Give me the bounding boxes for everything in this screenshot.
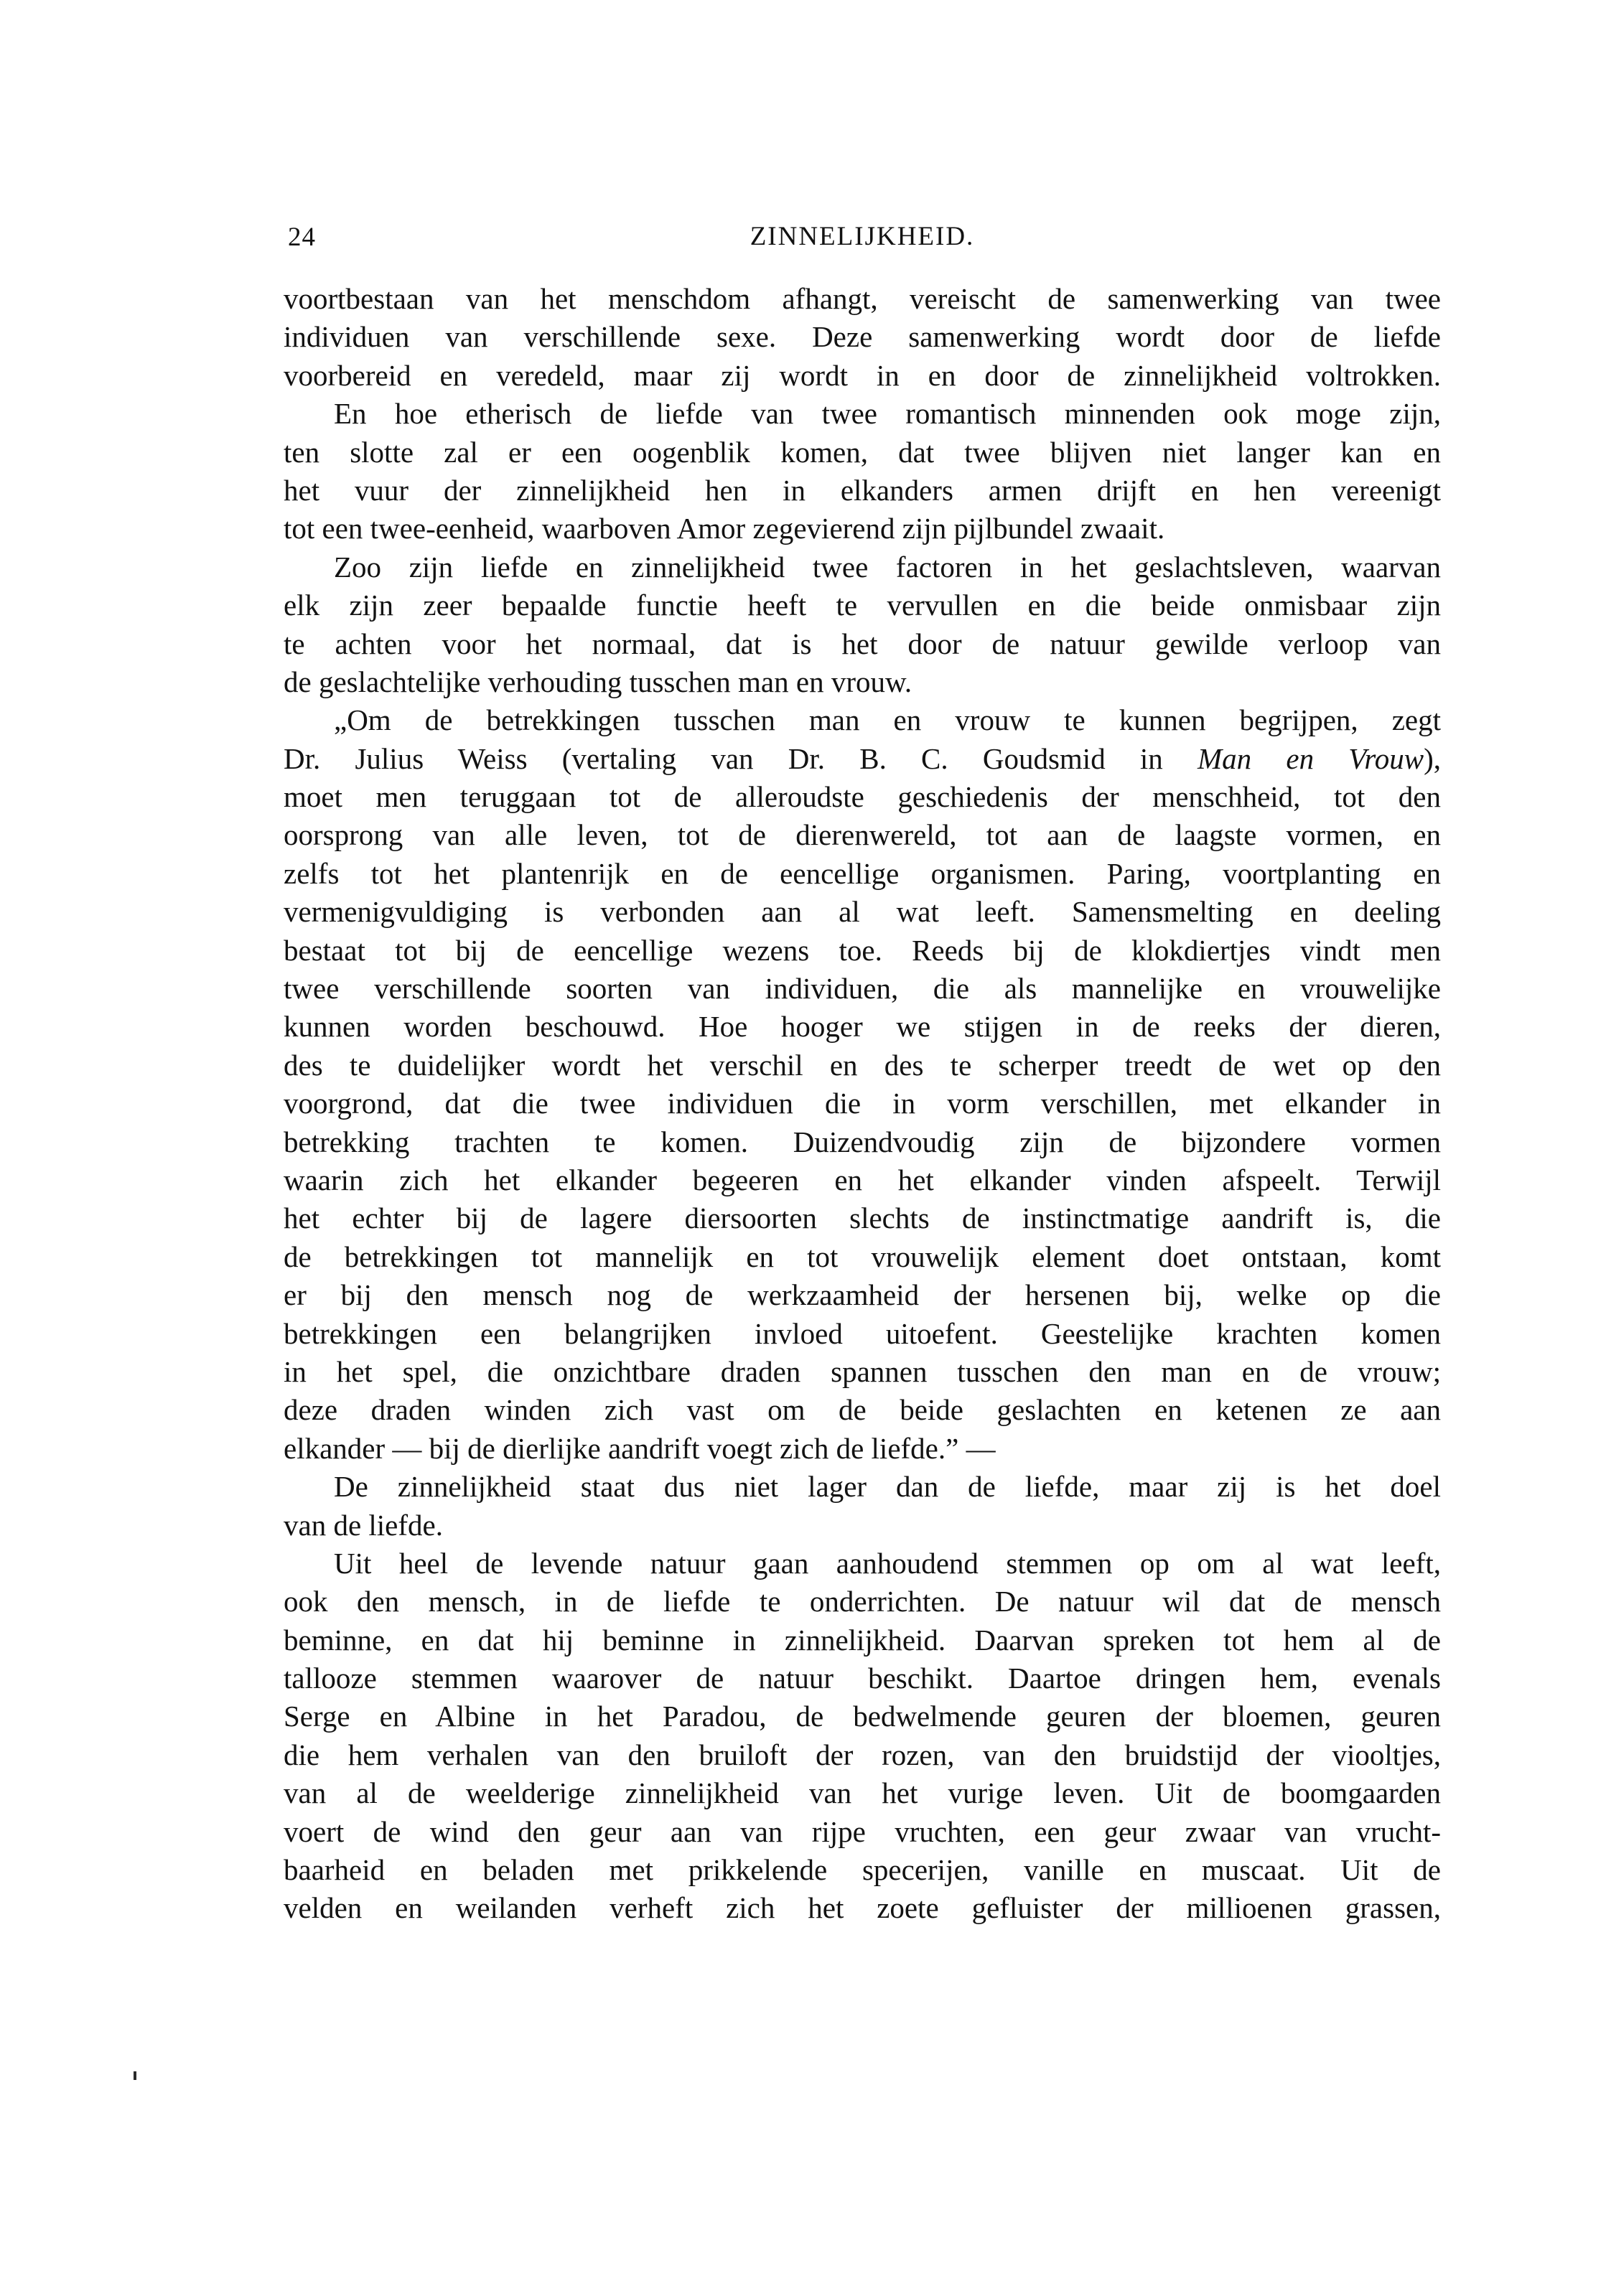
running-title: ZINNELIJKHEID.: [750, 222, 975, 251]
text-line: deze draden winden zich vast om de beide geslachten en ketenen ze aan: [284, 1393, 1441, 1427]
text-line: oorsprong van alle leven, tot de dierenwereld, tot aan de laagste vormen, en: [284, 818, 1441, 852]
text-line: betrekking trachten te komen. Duizendvoudig zijn de bijzondere vormen: [284, 1125, 1441, 1158]
text-line: de betrekkingen tot mannelijk en tot vrouwelijk element doet ontstaan, komt: [284, 1240, 1441, 1273]
text-line: des te duidelijker wordt het verschil en des te scherper treedt de wet op den: [284, 1048, 1441, 1082]
text-line: Uit heel de levende natuur gaan aanhoudend stemmen op om al wat leeft,: [334, 1546, 1441, 1580]
text-line: Zoo zijn liefde en zinnelijkheid twee factoren in het geslachtsleven, waarvan: [334, 550, 1441, 584]
text-line: „Om de betrekkingen tusschen man en vrouw te kunnen begrijpen, zegt: [334, 703, 1441, 737]
text-line: de geslachtelijke verhouding tusschen man en vrouw.: [284, 665, 912, 698]
text-line: te achten voor het normaal, dat is het door de natuur gewilde verloop van: [284, 627, 1441, 660]
text-segment: Dr. Julius Weiss (vertaling van Dr. B. C. Goudsmid in: [284, 741, 1198, 775]
text-line: ook den mensch, in de liefde te onderrichten. De natuur wil dat de mensch: [284, 1585, 1441, 1618]
text-line: voorbereid en veredeld, maar zij wordt in en door de zinnelijkheid voltrokken.: [284, 358, 1441, 392]
text-line: moet men teruggaan tot de alleroudste geschiedenis der menschheid, tot den: [284, 780, 1441, 814]
text-line: waarin zich het elkander begeeren en het elkander vinden afspeelt. Terwijl: [284, 1163, 1441, 1196]
text-line: die hem verhalen van den bruiloft der rozen, van den bruidstijd der viooltjes,: [284, 1738, 1441, 1771]
text-line: individuen van verschillende sexe. Deze samenwerking wordt door de liefde: [284, 320, 1441, 354]
text-line: vermenigvuldiging is verbonden aan al wat leeft. Samensmelting en deeling: [284, 895, 1441, 929]
scan-speck: [134, 2071, 136, 2080]
text-line: kunnen worden beschouwd. Hoe hooger we stijgen in de reeks der dieren,: [284, 1010, 1441, 1044]
text-line: tot een twee-eenheid, waarboven Amor zegevierend zijn pijlbundel zwaait.: [284, 512, 1165, 545]
text-line: [284, 740, 1441, 778]
text-line: het vuur der zinnelijkheid hen in elkanders armen drijft en hen vereenigt: [284, 473, 1441, 507]
text-line: van de liefde.: [284, 1508, 443, 1542]
text-line: in het spel, die onzichtbare draden spannen tusschen den man en de vrouw;: [284, 1354, 1441, 1388]
text-line: En hoe etherisch de liefde van twee romantisch minnenden ook moge zijn,: [334, 397, 1441, 431]
body-text: [284, 280, 1441, 1928]
italic-text: Man en Vrouw: [1198, 741, 1424, 775]
text-line: voortbestaan van het menschdom afhangt, vereischt de samenwerking van twee: [284, 282, 1441, 315]
text-line: Serge en Albine in het Paradou, de bedwelmende geuren der bloemen, geuren: [284, 1700, 1441, 1733]
text-line: bestaat tot bij de eencellige wezens toe. Reeds bij de klokdiertjes vindt men: [284, 933, 1441, 967]
text-line: voert de wind den geur aan van rijpe vruchten, een geur zwaar van vrucht-: [284, 1814, 1441, 1848]
text-line: tallooze stemmen waarover de natuur beschikt. Daartoe dringen hem, evenals: [284, 1662, 1441, 1695]
text-line: er bij den mensch nog de werkzaamheid der hersenen bij, welke op die: [284, 1278, 1441, 1312]
text-line: van al de weelderige zinnelijkheid van het vurige leven. Uit de boomgaarden: [284, 1776, 1441, 1810]
text-segment: ),: [1424, 741, 1442, 775]
text-line: elkander — bij de dierlijke aandrift voegt zich de liefde.” —: [284, 1431, 996, 1465]
text-line: ten slotte zal er een oogenblik komen, dat twee blijven niet langer kan en: [284, 435, 1441, 469]
text-line: betrekkingen een belangrijken invloed uitoefent. Geestelijke krachten komen: [284, 1316, 1441, 1350]
text-line: De zinnelijkheid staat dus niet lager dan de liefde, maar zij is het doel: [334, 1470, 1441, 1504]
text-line: voorgrond, dat die twee individuen die in vorm verschillen, met elkander in: [284, 1087, 1441, 1120]
text-line: twee verschillende soorten van individuen, die als mannelijke en vrouwelijke: [284, 972, 1441, 1006]
text-line: beminne, en dat hij beminne in zinnelijkheid. Daarvan spreken tot hem al de: [284, 1623, 1441, 1657]
page-number: 24: [288, 222, 316, 252]
text-line: zelfs tot het plantenrijk en de eencellige organismen. Paring, voortplanting en: [284, 856, 1441, 890]
text-line: baarheid en beladen met prikkelende specerijen, vanille en muscaat. Uit de: [284, 1853, 1441, 1887]
page-header: [284, 221, 1441, 254]
text-line: velden en weilanden verheft zich het zoete gefluister der millioenen grassen,: [284, 1891, 1441, 1925]
text-line: elk zijn zeer bepaalde functie heeft te vervullen en die beide onmisbaar zijn: [284, 589, 1441, 622]
text-line: het echter bij de lagere diersoorten slechts de instinctmatige aandrift is, die: [284, 1201, 1441, 1235]
